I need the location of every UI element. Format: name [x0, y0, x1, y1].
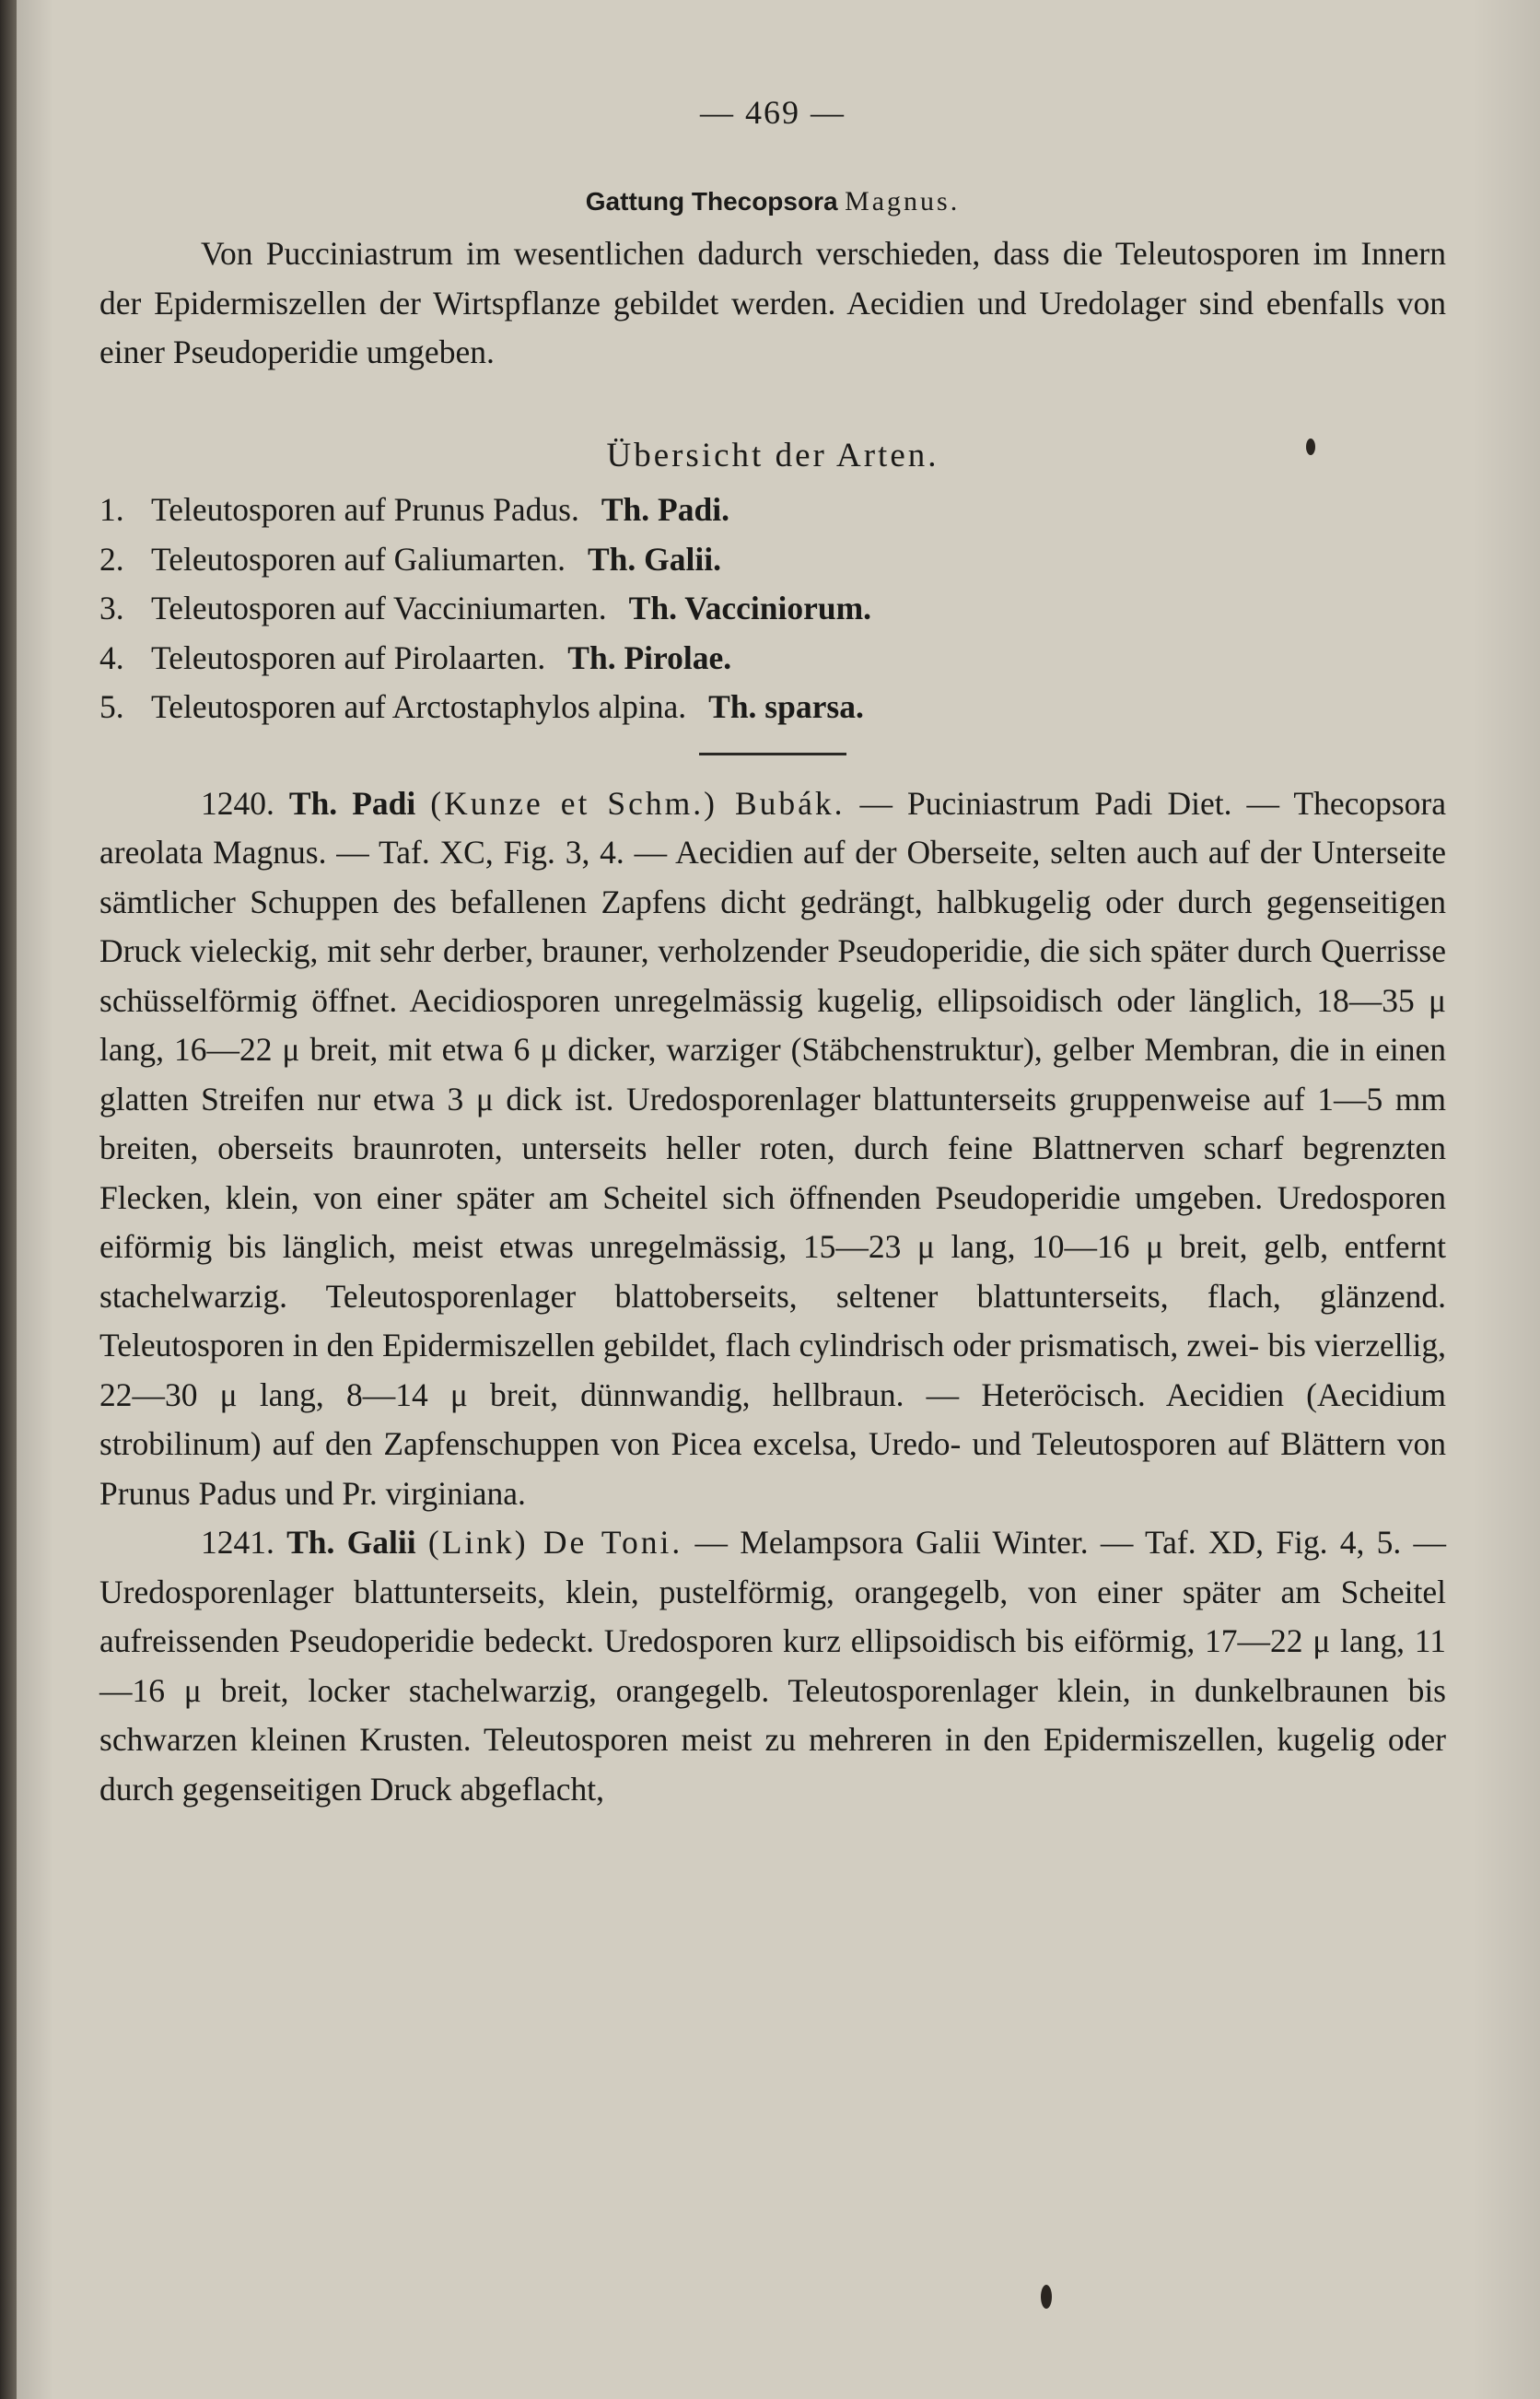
- genus-author: Magnus.: [845, 185, 961, 216]
- ink-spot: [1041, 2285, 1052, 2309]
- genus-heading: [99, 177, 1446, 227]
- entry-number: 1241.: [201, 1524, 274, 1561]
- genus-description: Von Pucciniastrum im wesentlichen dadurch verschieden, dass die Teleutosporen im Innern der Epidermiszellen der Wirtspflanze gebildet werden. Aecidien und Uredolager sind ebenfalls von einer Pseudoperidie umgeben.: [99, 235, 1446, 370]
- key-item-text: Teleutosporen auf Vacciniumarten.: [151, 590, 607, 626]
- key-item-taxon: Th. Galii.: [587, 540, 721, 578]
- key-item-text: Teleutosporen auf Prunus Padus.: [151, 491, 579, 528]
- key-item: [99, 634, 1446, 684]
- key-item: [99, 683, 1446, 732]
- species-entry: [99, 779, 1446, 1519]
- entry-authority: (Kunze et Schm.) Bubák.: [430, 784, 846, 822]
- entry-description: — Puciniastrum Padi Diet. — Thecopsora areolata Magnus. — Taf. XC, Fig. 3, 4. — Aecidien auf der Oberseite, selten auch auf der Unterseite sämtlicher Schuppen des befallenen Zapfens dicht gedrängt, halbkugelig oder durch gegenseitigen Druck vieleckig, mit sehr derber, brauner, verholzender Pseudoperidie, die sich später durch Querrisse schüsselförmig öffnet. Aecidiosporen unregelmässig kugelig, ellipsoidisch oder länglich, 18—35 μ lang, 16—22 μ breit, mit etwa 6 μ dicker, warziger (Stäbchenstruktur), gelber Membran, die in einen glatten Streifen nur etwa 3 μ dick ist. Uredosporenlager blattunterseits gruppenweise auf 1—5 mm breiten, oberseits braunroten, unterseits heller roten, durch feine Blattnerven scharf begrenzten Flecken, klein, von einer später am Scheitel sich öffnenden Pseudoperidie umgeben. Uredosporen eiförmig bis länglich, meist etwas unregelmässig, 15—23 μ lang, 10—16 μ breit, gelb, entfernt stachelwarzig. Teleutosporenlager blattoberseits, seltener blattunterseits, flach, glänzend. Teleutosporen in den Epidermiszellen gebildet, flach cylindrisch oder prismatisch, zwei- bis vierzellig, 22—30 μ lang, 8—14 μ breit, dünnwandig, hellbraun. — Heteröcisch. Aecidien (Aecidium strobilinum) auf den Zapfenschuppen von Picea excelsa, Uredo- und Teleutosporen auf Blättern von Prunus Padus und Pr. virginiana.: [99, 784, 1447, 1512]
- key-item-number: 5.: [99, 688, 124, 725]
- species-entry: [99, 1518, 1446, 1814]
- key-item-taxon: Th. Vacciniorum.: [628, 590, 872, 626]
- key-item-taxon: Th. Padi.: [601, 491, 729, 528]
- key-item-number: 2.: [99, 540, 124, 578]
- species-key: [99, 486, 1446, 732]
- book-binding-edge: [0, 0, 17, 2399]
- entry-number: 1240.: [201, 784, 274, 822]
- key-item: [99, 584, 1446, 634]
- key-item-text: Teleutosporen auf Galiumarten.: [151, 540, 566, 578]
- key-item-text: Teleutosporen auf Pirolaarten.: [151, 638, 546, 676]
- page-number: — 469 —: [700, 94, 846, 131]
- entry-authority: (Link) De Toni.: [427, 1524, 683, 1561]
- key-item: [99, 535, 1446, 585]
- key-item: [99, 486, 1446, 535]
- key-item-number: 4.: [99, 638, 124, 676]
- key-item-number: 1.: [99, 491, 124, 528]
- genus-name: Gattung Thecopsora: [585, 186, 838, 216]
- key-item-taxon: Th. Pirolae.: [567, 638, 732, 676]
- section-divider: [699, 753, 846, 755]
- entry-taxon: Th. Padi: [288, 784, 416, 822]
- key-item-number: 3.: [99, 590, 124, 626]
- entry-description: — Melampsora Galii Winter. — Taf. XD, Fig. 4, 5. — Uredosporenlager blattunterseits, klein, pustelförmig, orangegelb, von einer später am Scheitel aufreissenden Pseudoperidie bedeckt. Uredosporen kurz ellipsoidisch bis eiförmig, 17—22 μ lang, 11—16 μ breit, locker stachelwarzig, orangegelb. Teleutosporenlager klein, in dunkelbraunen bis schwarzen kleinen Krusten. Teleutosporen meist zu mehreren in den Epidermiszellen, kugelig oder durch gegenseitigen Druck abgeflacht,: [99, 1524, 1446, 1808]
- key-item-taxon: Th. sparsa.: [708, 688, 864, 725]
- key-item-text: Teleutosporen auf Arctostaphylos alpina.: [151, 688, 687, 725]
- page-content: [99, 88, 1446, 1814]
- species-key-title: Übersicht der Arten.: [606, 436, 939, 474]
- entry-taxon: Th. Galii: [286, 1524, 416, 1561]
